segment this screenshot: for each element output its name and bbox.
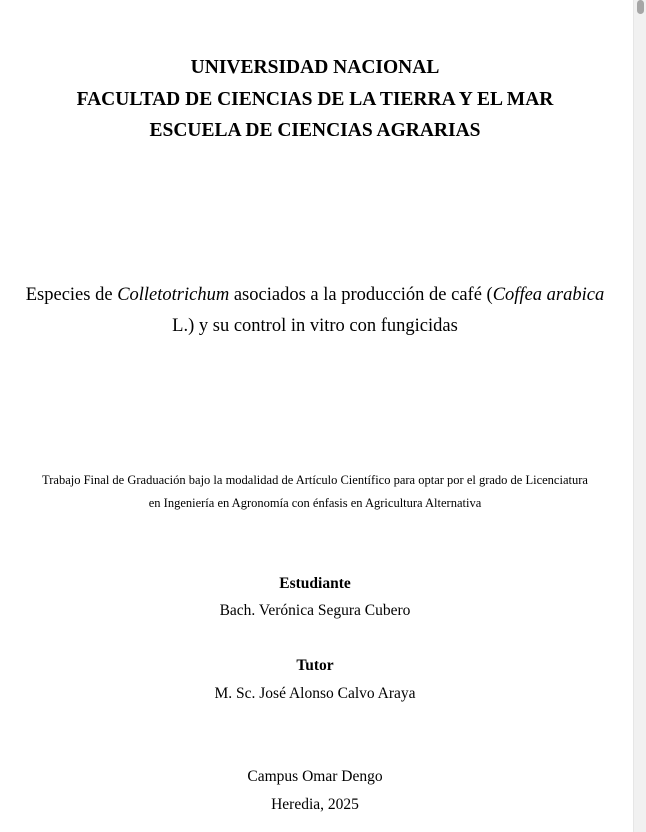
description-line-1: Trabajo Final de Graduación bajo la modalidad de Artículo Científico para optar por el grado de Licenciatura [42, 473, 588, 487]
title-genus: Colletotrichum [117, 285, 230, 305]
tutor-name: M. Sc. José Alonso Calvo Araya [214, 685, 416, 702]
vertical-scrollbar[interactable] [633, 0, 646, 832]
faculty-heading: FACULTAD DE CIENCIAS DE LA TIERRA Y EL MAR [76, 89, 554, 110]
student-name: Bach. Verónica Segura Cubero [219, 602, 411, 619]
campus-text: Campus Omar Dengo [247, 768, 383, 785]
title-text-1: Especies de [25, 285, 118, 305]
description-line-2: en Ingeniería en Agronomía con énfasis en Agricultura Alternativa [148, 496, 482, 510]
thesis-title-line-2: L.) y su control in vitro con fungicidas [172, 316, 458, 336]
title-species: Coffea arabica [492, 285, 605, 305]
place-date-text: Heredia, 2025 [271, 796, 359, 813]
student-label: Estudiante [279, 575, 351, 592]
school-heading: ESCUELA DE CIENCIAS AGRARIAS [149, 120, 481, 141]
thesis-title-line-1 [0, 285, 630, 306]
title-text-2: asociados a la producción de café ( [229, 285, 493, 305]
university-heading: UNIVERSIDAD NACIONAL [190, 57, 440, 78]
scrollbar-thumb[interactable] [637, 0, 644, 14]
tutor-label: Tutor [296, 657, 334, 674]
